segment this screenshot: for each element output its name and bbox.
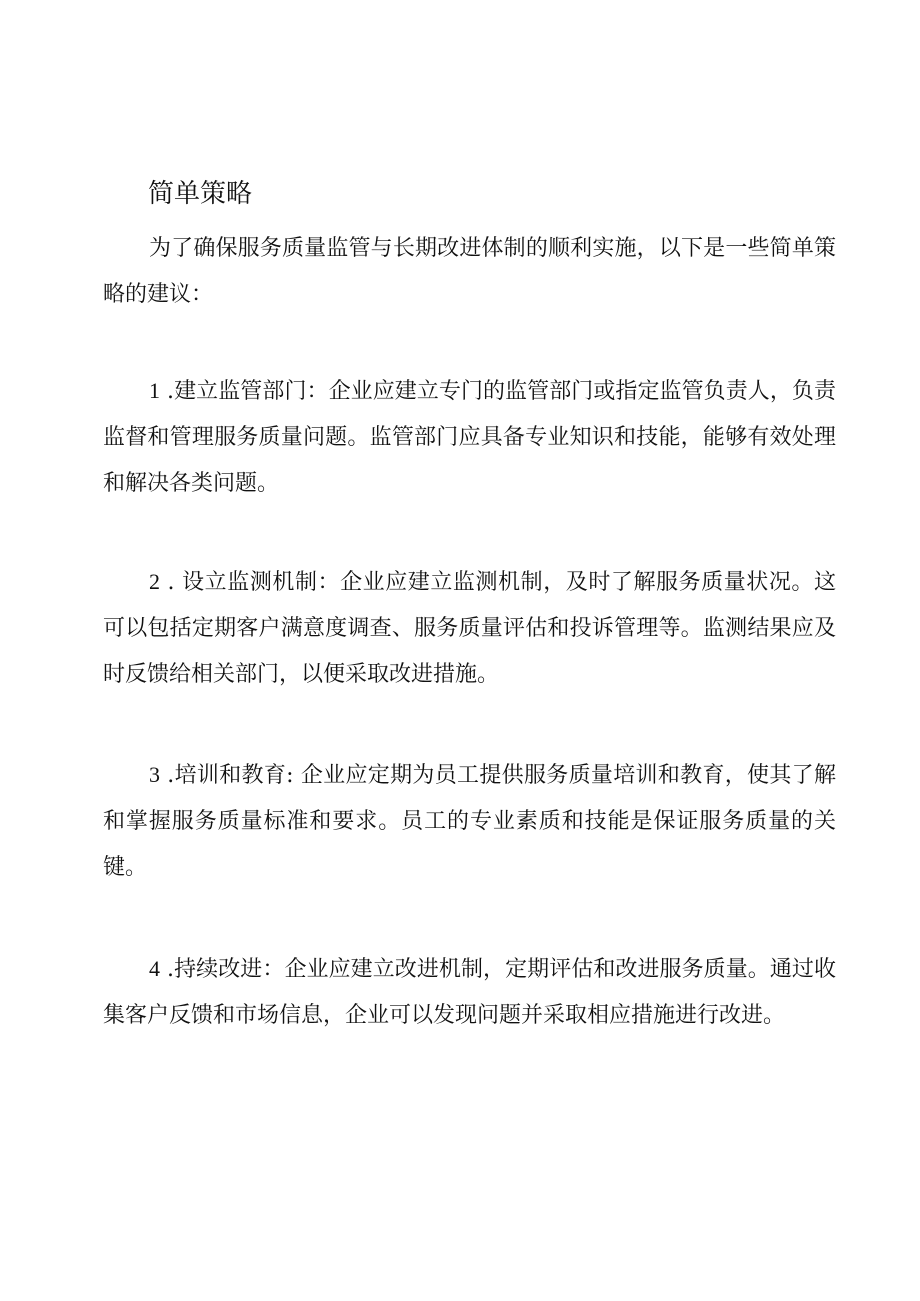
item-text: .建立监管部门：企业应建立专门的监管部门或指定监管负责人，负责监督和管理服务质量问题。监管部门应具备专业知识和技能，能够有效处理和解决各类问题。: [103, 379, 836, 496]
list-item-3: [103, 752, 836, 891]
list-item-4: [103, 946, 836, 1039]
intro-paragraph: 为了确保服务质量监管与长期改进体制的顺利实施，以下是一些简单策略的建议：: [103, 236, 836, 307]
item-text: . 设立监测机制：企业应建立监测机制，及时了解服务质量状况。这可以包括定期客户满意度调查、服务质量评估和投诉管理等。监测结果应及时反馈给相关部门，以便采取改进措施。: [103, 570, 836, 687]
item-number: 1: [149, 378, 160, 403]
item-text: .持续改进：企业应建立改进机制，定期评估和改进服务质量。通过收集客户反馈和市场信息，企业可以发现问题并采取相应措施进行改进。: [103, 957, 836, 1028]
item-number: 3: [149, 762, 160, 787]
item-text: .培训和教育: 企业应定期为员工提供服务质量培训和教育，使其了解和掌握服务质量标准和要求。员工的专业素质和技能是保证服务质量的关键。: [103, 763, 836, 880]
list-item-1: [103, 368, 836, 507]
item-number: 2: [149, 569, 160, 594]
item-number: 4: [149, 956, 160, 981]
list-item-2: [103, 559, 836, 698]
section-heading: 简单策略: [148, 179, 253, 209]
